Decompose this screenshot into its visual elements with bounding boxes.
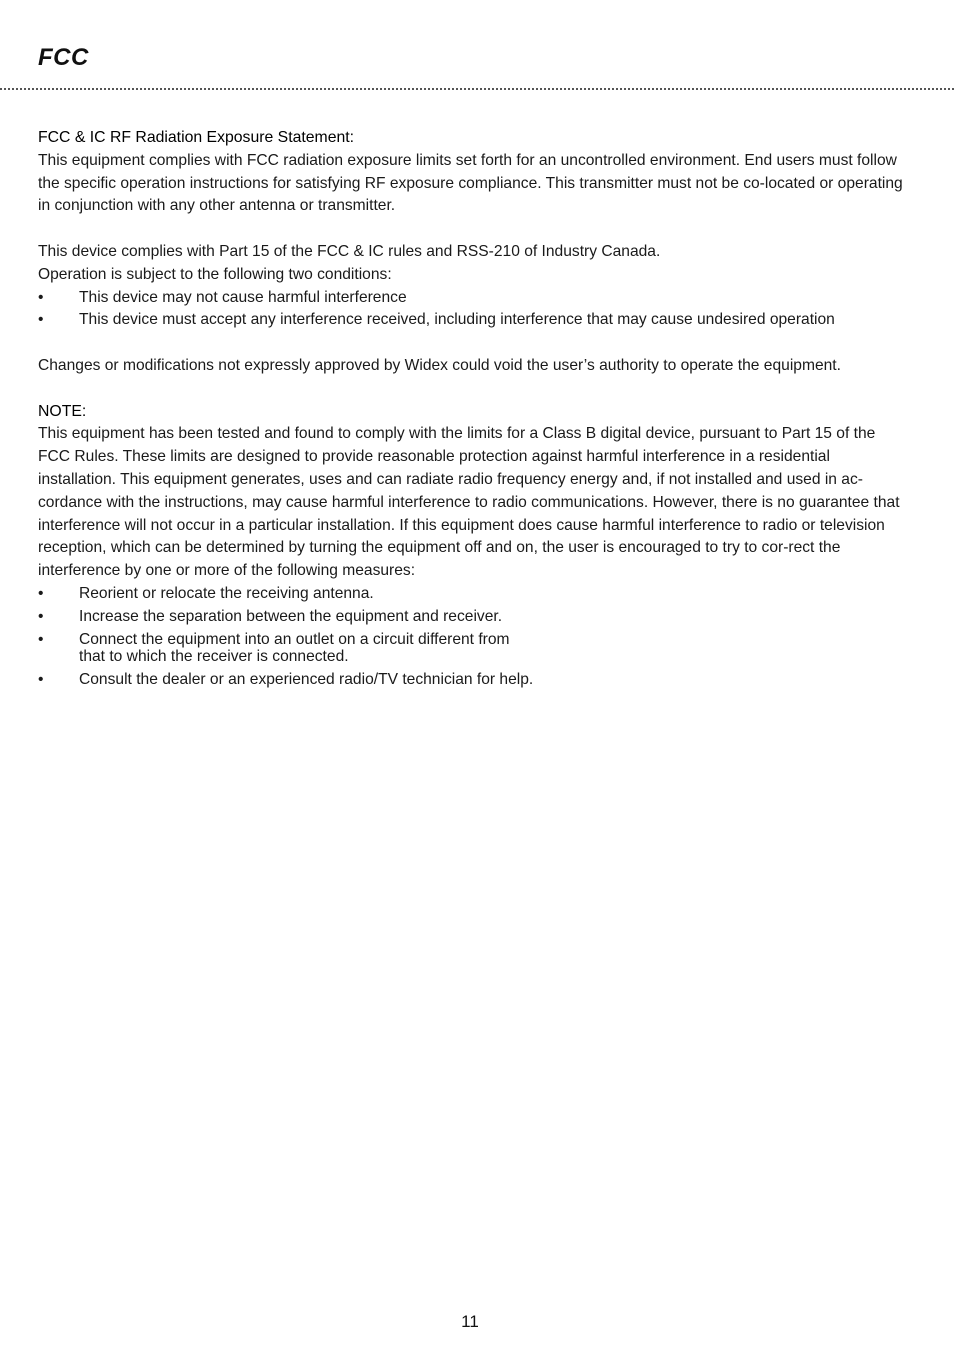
paragraph-spacer xyxy=(38,332,906,355)
bullet-icon: • xyxy=(38,607,44,625)
note-section xyxy=(38,401,906,692)
paragraph-spacer xyxy=(38,218,906,241)
rf-exposure-heading: FCC & IC RF Radiation Exposure Statement: xyxy=(38,129,355,146)
page-title: FCC xyxy=(38,44,89,71)
measures-list xyxy=(38,583,906,691)
bullet-icon: • xyxy=(38,670,44,688)
changes-statement: Changes or modifications not expressly approved by Widex could void the user’s authority to operate the equipment. xyxy=(38,356,841,374)
document-body xyxy=(38,127,906,691)
compliance-section xyxy=(38,241,906,332)
page-number: 11 xyxy=(461,1312,479,1331)
rf-exposure-section xyxy=(38,127,906,218)
list-item-text: Reorient or relocate the receiving antenna. xyxy=(79,584,374,602)
header-divider xyxy=(0,88,954,90)
changes-section xyxy=(38,355,906,378)
paragraph-spacer xyxy=(38,378,906,401)
list-item-text-continued: that to which the receiver is connected. xyxy=(79,647,349,665)
bullet-icon: • xyxy=(38,584,44,602)
note-body: This equipment has been tested and found to comply with the limits for a Class B digital device, pursuant to Part 15 of the FCC Rules. These limits are designed to provide reasonable protection against harmful interference in a residential installation. This equipment generates, uses and can radiate radio frequency energy and, if not installed and used in ac-cordance with the instructions, may cause harmful interference to radio communications. However, there is no guarantee that interference will not occur in a particular installation. If this equipment does cause harmful interference to radio or television reception, which can be determined by turning the equipment off and on, the user is encouraged to try to cor-rect the interference by one or more of the following measures: xyxy=(38,425,900,580)
bullet-icon: • xyxy=(38,288,44,306)
list-item-text: This device must accept any interference received, including interference that may cause undesired operation xyxy=(79,311,835,329)
list-item xyxy=(38,669,906,692)
compliance-line-conditions: Operation is subject to the following two conditions: xyxy=(38,265,392,283)
list-item xyxy=(38,606,906,629)
list-item-text: Increase the separation between the equipment and receiver. xyxy=(79,607,503,625)
list-item xyxy=(38,287,906,310)
list-item xyxy=(38,583,906,606)
bullet-icon: • xyxy=(38,311,44,329)
list-item xyxy=(38,629,906,669)
list-item-text: Consult the dealer or an experienced radio/TV technician for help. xyxy=(79,670,534,688)
note-heading: NOTE: xyxy=(38,402,87,420)
list-item-text: Connect the equipment into an outlet on a circuit different from xyxy=(79,630,510,648)
list-item-text: This device may not cause harmful interference xyxy=(79,288,407,306)
conditions-list xyxy=(38,287,906,333)
compliance-line-part15: This device complies with Part 15 of the FCC & IC rules and RSS-210 of Industry Canada. xyxy=(38,242,661,260)
rf-exposure-body: This equipment complies with FCC radiation exposure limits set forth for an uncontrolled environment. End users must follow the specific operation instructions for satisfying RF exposure compliance. This transmitter must not be co-located or operating in conjunction with any other antenna or transmitter. xyxy=(38,151,903,215)
list-item xyxy=(38,309,906,332)
bullet-icon: • xyxy=(38,630,44,648)
